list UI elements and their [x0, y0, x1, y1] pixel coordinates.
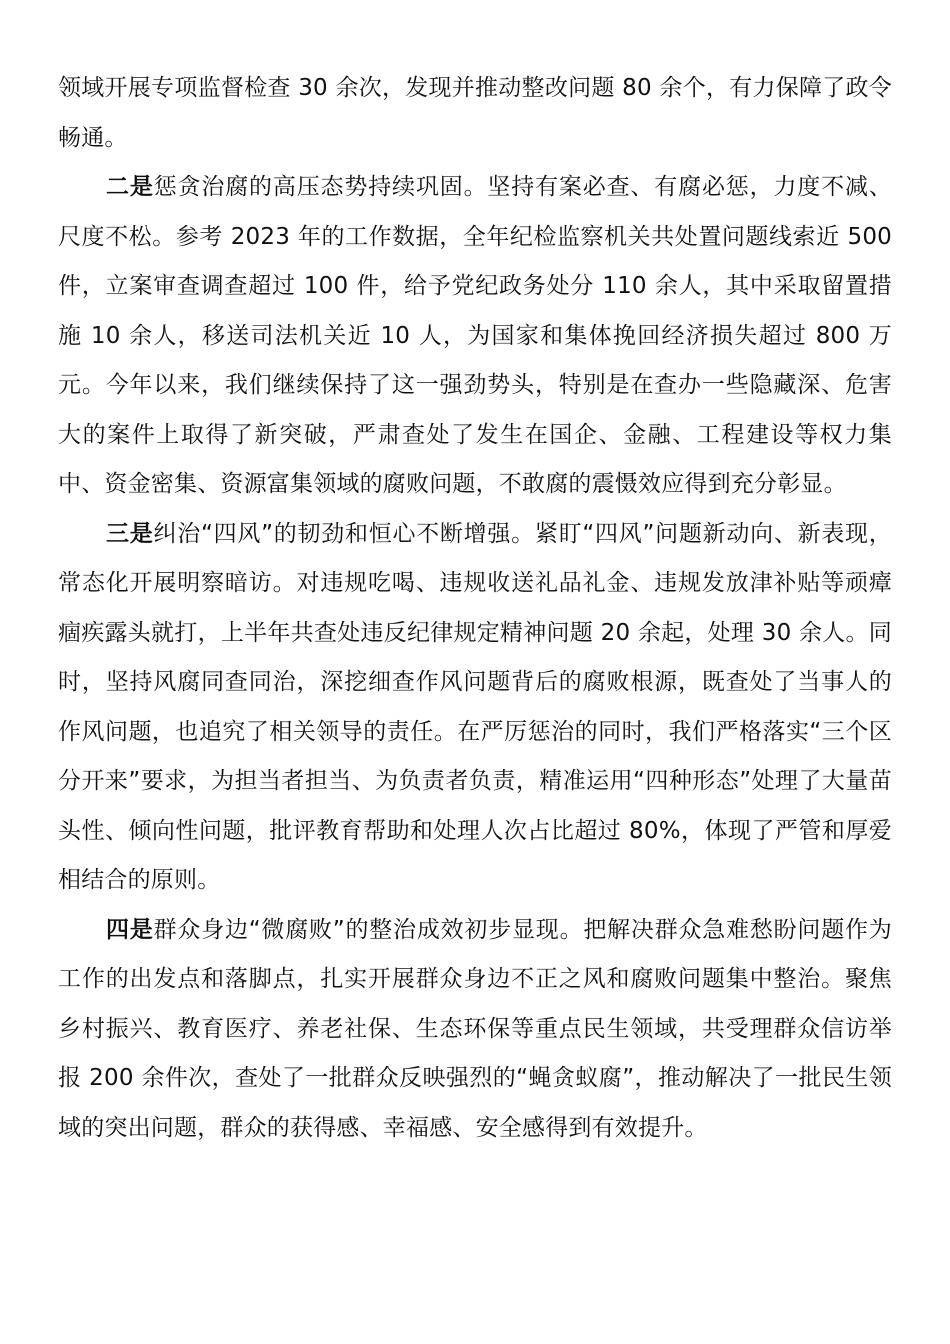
paragraph-lead: 四是 [106, 916, 154, 943]
paragraph-lead: 三是 [106, 520, 154, 547]
paragraph-continuation [58, 64, 892, 163]
paragraph-fourth-point [58, 906, 892, 1154]
paragraph-text: 惩贪治腐的高压态势持续巩固。坚持有案必查、有腐必惩，力度不减、尺度不松。参考 2023 年的工作数据，全年纪检监察机关共处置问题线索近 500 件，立案审查调查超过 100 件，给予党纪政务处分 110 余人，其中采取留置措施 10 余人，移送司法机关近 10 人，为国家和集体挽回经济损失超过 800 万元。今年以来，我们继续保持了这一强劲势头，特别是在查办一些隐藏深、危害大的案件上取得了新突破，严肃查处了发生在国企、金融、工程建设等权力集中、资金密集、资源富集领域的腐败问题，不敢腐的震慑效应得到充分彰显。 [58, 174, 893, 497]
paragraph-second-point [58, 163, 892, 510]
paragraph-text: 群众身边“微腐败”的整治成效初步显现。把解决群众急难愁盼问题作为工作的出发点和落脚点，扎实开展群众身边不正之风和腐败问题集中整治。聚焦乡村振兴、教育医疗、养老社保、生态环保等重点民生领域，共受理群众信访举报 200 余件次，查处了一批群众反映强烈的“蝇贪蚁腐”，推动解决了一批民生领域的突出问题，群众的获得感、幸福感、安全感得到有效提升。 [58, 916, 892, 1141]
document-body [58, 64, 892, 1153]
paragraph-third-point [58, 510, 892, 906]
paragraph-text: 领域开展专项监督检查 30 余次，发现并推动整改问题 80 余个，有力保障了政令畅通。 [58, 75, 892, 151]
paragraph-text: 纠治“四风”的韧劲和恒心不断增强。紧盯“四风”问题新动向、新表现，常态化开展明察暗访。对违规吃喝、违规收送礼品礼金、违规发放津补贴等顽瘴痼疾露头就打，上半年共查处违反纪律规定精神问题 20 余起，处理 30 余人。同时，坚持风腐同查同治，深挖细查作风问题背后的腐败根源，既查处了当事人的作风问题，也追究了相关领导的责任。在严厉惩治的同时，我们严格落实“三个区分开来”要求，为担当者担当、为负责者负责，精准运用“四种形态”处理了大量苗头性、倾向性问题，批评教育帮助和处理人次占比超过 80%，体现了严管和厚爱相结合的原则。 [58, 520, 892, 893]
paragraph-lead: 二是 [106, 174, 154, 200]
